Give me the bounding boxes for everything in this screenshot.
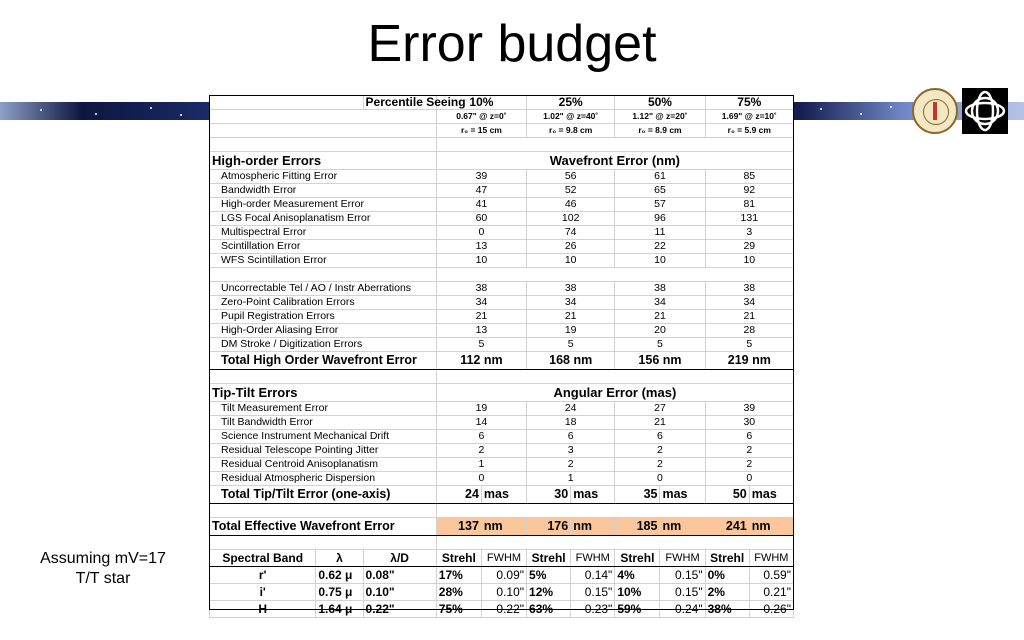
error-value: 10 — [615, 254, 705, 268]
error-value: 2 — [705, 444, 793, 458]
total-tip-tilt-unit: mas — [481, 486, 526, 504]
error-value: 1 — [436, 458, 526, 472]
strehl-value: 59% — [615, 601, 660, 618]
total-tip-tilt-unit: mas — [571, 486, 615, 504]
header-blank — [210, 96, 364, 110]
error-label: Bandwidth Error — [210, 184, 437, 198]
error-value: 6 — [705, 430, 793, 444]
fwhm-value: 0.15" — [660, 567, 705, 584]
error-label: Science Instrument Mechanical Drift — [210, 430, 437, 444]
error-label: Multispectral Error — [210, 226, 437, 240]
error-value: 2 — [527, 458, 615, 472]
error-label: Residual Telescope Pointing Jitter — [210, 444, 437, 458]
error-value: 19 — [527, 324, 615, 338]
error-value: 34 — [705, 296, 793, 310]
tip-tilt-heading: Tip-Tilt Errors — [210, 384, 437, 402]
error-value: 26 — [527, 240, 615, 254]
strehl-value: 2% — [705, 584, 749, 601]
error-value: 92 — [705, 184, 793, 198]
error-value: 46 — [527, 198, 615, 212]
error-value: 34 — [615, 296, 705, 310]
total-tip-tilt-value: 24 — [436, 486, 481, 504]
fwhm-value: 0.09" — [481, 567, 526, 584]
total-tip-tilt-value: 35 — [615, 486, 660, 504]
wavefront-unit-heading: Wavefront Error (nm) — [436, 152, 793, 170]
error-value: 21 — [436, 310, 526, 324]
total-effective-unit: nm — [571, 518, 615, 536]
strehl-value: 12% — [527, 584, 571, 601]
high-order-heading: High-order Errors — [210, 152, 437, 170]
r0-cell: r₀ = 5.9 cm — [705, 124, 793, 138]
error-value: 3 — [527, 444, 615, 458]
angular-unit-heading: Angular Error (mas) — [436, 384, 793, 402]
error-value: 10 — [436, 254, 526, 268]
spacer — [436, 504, 793, 518]
error-label: DM Stroke / Digitization Errors — [210, 338, 437, 352]
total-tip-tilt-label: Total Tip/Tilt Error (one-axis) — [210, 486, 437, 504]
error-value: 0 — [436, 226, 526, 240]
error-value: 57 — [615, 198, 705, 212]
error-value: 38 — [527, 282, 615, 296]
error-value: 24 — [527, 402, 615, 416]
celtic-knot-logo-icon — [962, 88, 1008, 134]
total-tip-tilt-unit: mas — [749, 486, 793, 504]
error-value: 2 — [436, 444, 526, 458]
fwhm-value: 0.59" — [749, 567, 793, 584]
error-value: 65 — [615, 184, 705, 198]
strehl-value: 0% — [705, 567, 749, 584]
total-effective-unit: nm — [481, 518, 526, 536]
total-effective-unit: nm — [749, 518, 793, 536]
error-value: 14 — [436, 416, 526, 430]
error-label: Zero-Point Calibration Errors — [210, 296, 437, 310]
error-value: 21 — [527, 310, 615, 324]
caption-line-1: Assuming mV=17 — [40, 550, 166, 567]
error-value: 47 — [436, 184, 526, 198]
spectral-band: i' — [210, 584, 316, 601]
lambda-over-d-value: 0.08" — [363, 567, 436, 584]
spectral-band-header: Spectral Band — [210, 550, 316, 567]
error-value: 0 — [436, 472, 526, 486]
spacer — [436, 370, 793, 384]
wavelength-value: 1.64 μ — [316, 601, 363, 618]
slide-title: Error budget — [367, 15, 657, 73]
spacer — [436, 138, 793, 152]
error-value: 30 — [705, 416, 793, 430]
fwhm-header: FWHM — [660, 550, 705, 567]
error-value: 21 — [615, 416, 705, 430]
strehl-value: 5% — [527, 567, 571, 584]
error-value: 85 — [705, 170, 793, 184]
total-effective-value: 176 — [527, 518, 571, 536]
seeing-cell: 0.67" @ z=0˚ — [436, 110, 526, 124]
fwhm-value: 0.14" — [571, 567, 615, 584]
seeing-cell: 1.12" @ z=20˚ — [615, 110, 705, 124]
strehl-header: Strehl — [615, 550, 660, 567]
error-value: 0 — [615, 472, 705, 486]
error-value: 22 — [615, 240, 705, 254]
error-value: 28 — [705, 324, 793, 338]
error-label: LGS Focal Anisoplanatism Error — [210, 212, 437, 226]
error-value: 6 — [615, 430, 705, 444]
error-value: 21 — [615, 310, 705, 324]
error-label: Pupil Registration Errors — [210, 310, 437, 324]
spacer — [210, 536, 437, 550]
percentile-header: 10% — [436, 96, 526, 110]
error-value: 2 — [705, 458, 793, 472]
error-value: 20 — [615, 324, 705, 338]
wavelength-value: 0.75 μ — [316, 584, 363, 601]
total-high-order-label: Total High Order Wavefront Error — [210, 352, 437, 370]
error-value: 38 — [436, 282, 526, 296]
strehl-value: 75% — [436, 601, 481, 618]
error-value: 74 — [527, 226, 615, 240]
error-value: 39 — [705, 402, 793, 416]
total-effective-value: 137 — [436, 518, 481, 536]
header-blank — [210, 110, 437, 124]
fwhm-value: 0.23" — [571, 601, 615, 618]
total-effective-unit: nm — [660, 518, 705, 536]
total-high-order-value: 219 nm — [705, 352, 793, 370]
error-label: Atmospheric Fitting Error — [210, 170, 437, 184]
total-tip-tilt-unit: mas — [660, 486, 705, 504]
error-value: 27 — [615, 402, 705, 416]
seeing-cell: 1.69" @ z=10˚ — [705, 110, 793, 124]
error-value: 11 — [615, 226, 705, 240]
strehl-value: 17% — [436, 567, 481, 584]
error-value: 38 — [705, 282, 793, 296]
header-blank — [210, 124, 437, 138]
total-effective-value: 185 — [615, 518, 660, 536]
error-value: 60 — [436, 212, 526, 226]
error-value: 41 — [436, 198, 526, 212]
total-effective-label: Total Effective Wavefront Error — [210, 518, 437, 536]
error-value: 81 — [705, 198, 793, 212]
error-value: 6 — [436, 430, 526, 444]
lambda-over-d-value: 0.22" — [363, 601, 436, 618]
fwhm-value: 0.24" — [660, 601, 705, 618]
total-high-order-value: 168 nm — [527, 352, 615, 370]
fwhm-value: 0.10" — [481, 584, 526, 601]
spacer — [436, 536, 793, 550]
spacer — [210, 138, 437, 152]
error-label: Scintillation Error — [210, 240, 437, 254]
strehl-value: 10% — [615, 584, 660, 601]
lambda-header: λ — [316, 550, 363, 567]
error-value: 6 — [527, 430, 615, 444]
error-budget-table — [209, 95, 794, 618]
caption-line-2: T/T star — [75, 570, 131, 587]
error-value: 2 — [615, 444, 705, 458]
spectral-band: r' — [210, 567, 316, 584]
fwhm-value: 0.21" — [749, 584, 793, 601]
spacer — [210, 370, 437, 384]
error-value: 13 — [436, 240, 526, 254]
error-value: 34 — [436, 296, 526, 310]
error-value: 0 — [705, 472, 793, 486]
assumption-caption — [18, 549, 188, 589]
error-value: 52 — [527, 184, 615, 198]
error-label: High-Order Aliasing Error — [210, 324, 437, 338]
error-label: Tilt Measurement Error — [210, 402, 437, 416]
error-value: 10 — [705, 254, 793, 268]
r0-cell: r₀ = 9.8 cm — [527, 124, 615, 138]
error-value: 131 — [705, 212, 793, 226]
fwhm-header: FWHM — [481, 550, 526, 567]
error-label: WFS Scintillation Error — [210, 254, 437, 268]
fwhm-value: 0.15" — [571, 584, 615, 601]
total-high-order-value: 112 nm — [436, 352, 526, 370]
error-value: 34 — [527, 296, 615, 310]
fwhm-header: FWHM — [571, 550, 615, 567]
fwhm-header: FWHM — [749, 550, 793, 567]
strehl-value: 4% — [615, 567, 660, 584]
error-value: 29 — [705, 240, 793, 254]
error-value: 3 — [705, 226, 793, 240]
error-value: 5 — [527, 338, 615, 352]
error-label: Uncorrectable Tel / AO / Instr Aberrations — [210, 282, 437, 296]
error-label: Residual Atmospheric Dispersion — [210, 472, 437, 486]
fwhm-value: 0.15" — [660, 584, 705, 601]
percentile-header: 50% — [615, 96, 705, 110]
error-value: 96 — [615, 212, 705, 226]
strehl-value: 63% — [527, 601, 571, 618]
spacer — [210, 504, 437, 518]
r0-cell: r₀ = 15 cm — [436, 124, 526, 138]
total-tip-tilt-value: 50 — [705, 486, 749, 504]
error-value: 1 — [527, 472, 615, 486]
error-value: 5 — [615, 338, 705, 352]
strehl-value: 38% — [705, 601, 749, 618]
strehl-value: 28% — [436, 584, 481, 601]
strehl-header: Strehl — [436, 550, 481, 567]
error-value: 10 — [527, 254, 615, 268]
spacer — [210, 268, 437, 282]
wavelength-value: 0.62 μ — [316, 567, 363, 584]
error-value: 18 — [527, 416, 615, 430]
lambda-over-d-value: 0.10" — [363, 584, 436, 601]
error-label: Tilt Bandwidth Error — [210, 416, 437, 430]
error-value: 102 — [527, 212, 615, 226]
total-effective-value: 241 — [705, 518, 749, 536]
error-label: High-order Measurement Error — [210, 198, 437, 212]
error-value: 56 — [527, 170, 615, 184]
percentile-header: 25% — [527, 96, 615, 110]
error-value: 5 — [705, 338, 793, 352]
percentile-header: 75% — [705, 96, 793, 110]
fwhm-value: 0.26" — [749, 601, 793, 618]
error-value: 19 — [436, 402, 526, 416]
seeing-cell: 1.02" @ z=40˚ — [527, 110, 615, 124]
university-seal-icon — [912, 88, 958, 134]
total-tip-tilt-value: 30 — [527, 486, 571, 504]
error-value: 61 — [615, 170, 705, 184]
error-value: 5 — [436, 338, 526, 352]
error-value: 38 — [615, 282, 705, 296]
error-label: Residual Centroid Anisoplanatism — [210, 458, 437, 472]
spectral-band: H — [210, 601, 316, 618]
fwhm-value: 0.22" — [481, 601, 526, 618]
percentile-seeing-label: Percentile Seeing — [363, 96, 436, 110]
spacer — [436, 268, 793, 282]
error-value: 21 — [705, 310, 793, 324]
error-value: 39 — [436, 170, 526, 184]
r0-cell: r₀ = 8.9 cm — [615, 124, 705, 138]
total-high-order-value: 156 nm — [615, 352, 705, 370]
strehl-header: Strehl — [705, 550, 749, 567]
error-value: 2 — [615, 458, 705, 472]
lambda-over-d-header: λ/D — [363, 550, 436, 567]
strehl-header: Strehl — [527, 550, 571, 567]
error-value: 13 — [436, 324, 526, 338]
